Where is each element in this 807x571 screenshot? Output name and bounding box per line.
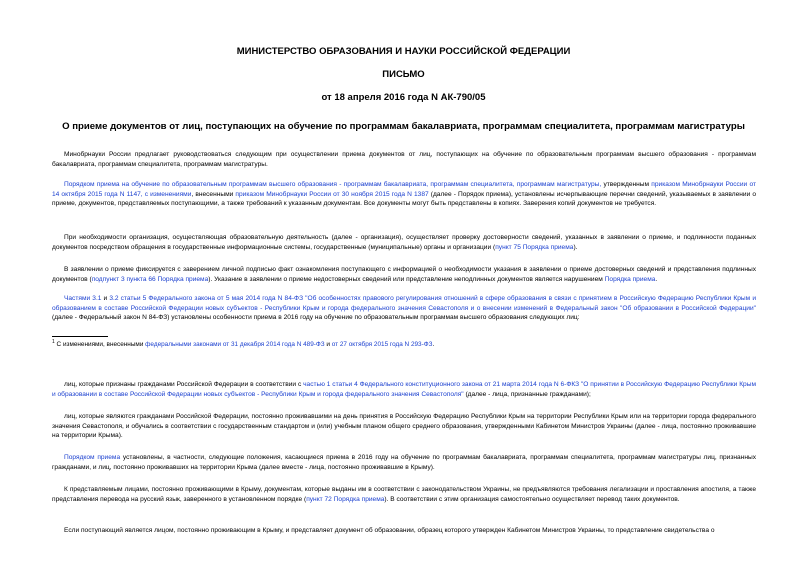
paragraph-9-text-b: ). В соответствии с этим организация самостоятельно осуществляет перевод таких документов. (384, 495, 680, 503)
paragraph-3-text-a: При необходимости организация, осуществляющая образовательную деятельность (далее - организация), осуществляет проверку достоверности сведений, указанных в заявлении о приеме, и подлинности поданных документов посредством обращения в государственные информационные системы, государственные (муниципальные) органы и организации ( (52, 234, 756, 251)
footnote-mark: 1 (52, 339, 55, 345)
paragraph-2-text-a: утвержденным (601, 181, 652, 188)
paragraph-1-text: Минобрнауки России предлагает руководствоваться следующим при осуществлении приема документов от лиц, поступающих на обучение по образовательным программам высшего образования - программам бакалавриата, программам специалитета, программам магистратуры. (52, 151, 756, 168)
paragraph-8-text: установлены, в частности, следующие положения, касающиеся приема в 2016 году на обучение по программам бакалавриата, программам специалитета, программам магистратуры лиц, признанных гражданами, и лиц, постоянно проживавших на территории Крыма (далее вместе - лица, постоянно проживавшие в Крыму). (52, 454, 757, 471)
link-poryadok-priema-2[interactable]: Порядка приема (604, 275, 656, 283)
link-punkt-75[interactable]: пункт 75 Порядка приема (495, 243, 574, 251)
paragraph-3 (52, 233, 756, 252)
link-293-fz[interactable]: от 27 октября 2015 года N 293-ФЗ (331, 341, 433, 349)
paragraph-7-text: лиц, которые являются гражданами Российской Федерации, постоянно проживавшими на день принятия в Российскую Федерацию Республики Крым на территории Республики Крым или на территории города федерального значения Севастополя, и обучались в соответствии с государственным стандартом и (или) учебным планом общего среднего образования, утвержденными Кабинетом Министров Украины (далее - лица, постоянно проживавшие на территории Крыма). (52, 413, 756, 440)
paragraph-3-text-b: ). (573, 243, 578, 251)
link-chast-3-1[interactable]: Частями 3.1 (64, 295, 102, 302)
paragraph-7 (52, 412, 756, 441)
doc-type-heading: ПИСЬМО (382, 69, 425, 80)
footnote-text-c: . (432, 341, 435, 349)
footnote-divider (52, 336, 108, 337)
paragraph-5-text-a: и (101, 295, 110, 302)
paragraph-4 (52, 265, 756, 284)
link-podpunkt-3-punkta-66[interactable]: подпункт 3 пункта 66 Порядка приема (91, 275, 209, 283)
paragraph-6-text-a: лиц, которые признаны гражданами Российской Федерации в соответствии с (64, 381, 304, 388)
footnote (52, 338, 434, 349)
link-prikaz-1147[interactable]: приказом Минобрнауки России от 14 октября 2015 года N 1147, с изменениями (52, 181, 756, 198)
link-punkt-72[interactable]: пункт 72 Порядка приема (306, 495, 385, 503)
paragraph-6 (52, 380, 756, 399)
date-number-heading: от 18 апреля 2016 года N АК-790/05 (321, 92, 486, 103)
paragraph-2-text-b: , внесенными (191, 190, 236, 198)
paragraph-6-text-b: (далее - лица, признанные гражданами); (463, 390, 591, 398)
paragraph-9 (52, 485, 756, 504)
paragraph-4-text-a: В заявлении о приеме фиксируется с заверением личной подписью факт ознакомления поступающего с информацией о необходимости указания в заявлении о приеме достоверных сведений и представления подлинных документов ( (52, 266, 756, 283)
paragraph-9-text-a: К представляемым лицами, постоянно проживающими в Крыму, документам, которые выданы им в соответствии с законодательством Украины, не предъявляются требования легализации и проставления апостиля, а также представления перевода на русский язык, заверенного в установленном порядке ( (52, 486, 756, 503)
page-title: О приеме документов от лиц, поступающих на обучение по программам бакалавриата, программам специалитета, программам магистратуры (62, 121, 745, 132)
footnote-text-a: С изменениями, внесенными (54, 341, 146, 349)
ministry-heading: МИНИСТЕРСТВО ОБРАЗОВАНИЯ И НАУКИ РОССИЙСКОЙ ФЕДЕРАЦИИ (236, 46, 571, 57)
paragraph-5-text-b: (далее - Федеральный закон N 84-ФЗ) установлены особенности приема в 2016 году на обучение по образовательным программам высшего образования следующих лиц: (52, 314, 580, 322)
paragraph-1 (52, 150, 756, 169)
paragraph-2 (52, 180, 756, 209)
paragraph-2-text-c: (далее - Порядок приема), установлены исчерпывающие перечни сведений, указываемых в заявлении о приеме, документов, представляемых поступающими, а также требований к указанным документам. Все документы могут быть представлены в копиях. Заверения копий документов не требуется. (52, 190, 756, 208)
footnote-text-b: и (324, 341, 332, 349)
paragraph-8 (52, 453, 756, 472)
paragraph-5 (52, 294, 756, 323)
link-poryadok-priema-3[interactable]: Порядком приема (64, 454, 121, 461)
paragraph-4-text-b: ). Указание в заявлении о приеме недостоверных сведений или представление неподлинных документов является нарушением (208, 275, 605, 283)
link-prikaz-1387[interactable]: приказом Минобрнауки России от 30 ноября 2015 года N 1387 (235, 190, 429, 198)
link-84-fz[interactable]: 3.2 статьи 5 Федерального закона от 5 мая 2014 года N 84-ФЗ "Об особенностях правового регулирования отношений в сфере образования в связи с принятием в Российскую Федерацию Республики Крым и образованием в составе Российской Федерации новых субъектов - Республики Крым и города федерального значения Севастополя и о внесении изменений в Федеральный закон "Об образовании в Российской Федерации" (52, 295, 756, 312)
link-489-fz[interactable]: федеральными законами от 31 декабря 2014 года N 489-ФЗ (145, 341, 325, 349)
paragraph-10-text: Если поступающий является лицом, постоянно проживающим в Крыму, и представляет документ об образовании, образец которого утвержден Кабинетом Министров Украины, то представление свидетельства о (64, 527, 715, 534)
paragraph-10 (52, 526, 756, 536)
link-poryadok-priema[interactable]: Порядком приема на обучение по образовательным программам высшего образования - программам бакалавриата, программам специалитета, программам магистратуры, (64, 181, 602, 188)
paragraph-4-text-c: . (655, 275, 658, 283)
link-6-fkz[interactable]: частью 1 статьи 4 Федерального конституционного закона от 21 марта 2014 года N 6-ФКЗ "О принятии в Российскую Федерацию Республики Крым и образовании в составе Российской Федерации новых субъектов - Республики Крым и города федерального значения Севастополя" (52, 381, 756, 398)
